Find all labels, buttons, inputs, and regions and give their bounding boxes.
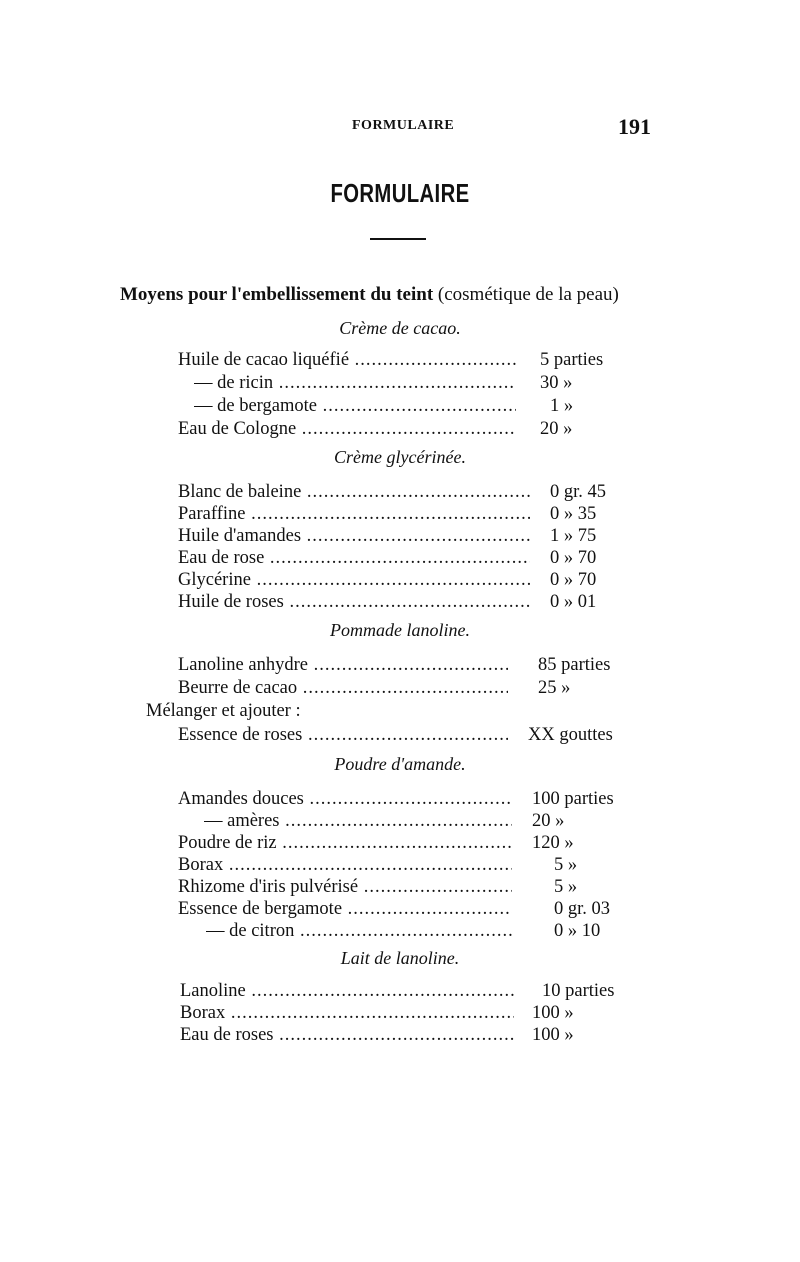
recipe-heading-pommade-lanoline: Pommade lanoline. bbox=[330, 620, 470, 640]
recipe-row bbox=[178, 592, 648, 614]
ingredient-label: Blanc de baleine ..... bbox=[178, 482, 530, 503]
ingredient-label: Glycérine ..... bbox=[178, 570, 530, 591]
ingredient-quantity: 1 » 75 bbox=[550, 526, 597, 546]
recipe-row bbox=[178, 655, 648, 677]
page-number: 191 bbox=[618, 114, 651, 139]
ingredient-quantity: 0 gr. 03 bbox=[554, 899, 611, 919]
ingredient-quantity: 5 » bbox=[554, 855, 578, 875]
ingredient-quantity: 0 » 10 bbox=[554, 921, 601, 941]
ingredient-label: Huile d'amandes ..... bbox=[178, 526, 530, 547]
recipe-row bbox=[180, 981, 648, 1003]
ingredient-label: Borax ..... bbox=[178, 855, 512, 876]
ingredient-quantity: 100 » bbox=[532, 1003, 574, 1023]
recipe-heading-creme-glycerinee: Crème glycérinée. bbox=[334, 447, 466, 467]
recipe-row bbox=[178, 504, 648, 526]
ingredient-quantity: 25 » bbox=[538, 678, 571, 698]
ingredient-quantity: 20 » bbox=[532, 811, 565, 831]
ingredient-label: — de citron ..... bbox=[206, 921, 512, 942]
ingredient-label: Eau de Cologne ..... bbox=[178, 419, 516, 440]
ingredient-quantity: 20 » bbox=[540, 419, 573, 439]
ingredient-label: Rhizome d'iris pulvérisé ..... bbox=[178, 877, 512, 898]
running-head bbox=[0, 114, 800, 138]
ingredient-quantity: 0 » 70 bbox=[550, 548, 597, 568]
ingredient-quantity: 10 parties bbox=[542, 981, 615, 1001]
recipe-row bbox=[178, 877, 648, 899]
main-title: FORMULAIRE bbox=[330, 178, 470, 208]
ingredient-label: Huile de roses ..... bbox=[178, 592, 530, 613]
ingredient-label: Borax ..... bbox=[180, 1003, 514, 1024]
ingredient-quantity: 0 » 35 bbox=[550, 504, 597, 524]
ingredient-label: Lanoline anhydre ..... bbox=[178, 655, 508, 676]
lead-bold: Moyens pour l'embellissement du teint bbox=[120, 284, 434, 305]
recipe-row bbox=[178, 482, 648, 504]
recipe-row bbox=[180, 1025, 648, 1047]
recipe-row bbox=[178, 350, 648, 372]
ingredient-label: — de bergamote ..... bbox=[194, 396, 516, 417]
ingredient-label: Amandes douces ..... bbox=[178, 789, 512, 810]
recipe-row bbox=[206, 921, 648, 943]
section-lead bbox=[120, 284, 619, 306]
ingredient-label: Eau de roses ..... bbox=[180, 1025, 514, 1046]
ingredient-quantity: 0 » 70 bbox=[550, 570, 597, 590]
recipe-heading-creme-cacao: Crème de cacao. bbox=[339, 318, 461, 338]
ingredient-label: Beurre de cacao ..... bbox=[178, 678, 508, 699]
recipe-row bbox=[194, 373, 644, 395]
ingredient-quantity: 0 gr. 45 bbox=[550, 482, 607, 502]
ingredient-quantity: 30 » bbox=[540, 373, 573, 393]
ingredient-quantity: 5 » bbox=[554, 877, 578, 897]
recipe-row bbox=[178, 725, 648, 747]
ingredient-quantity: 120 » bbox=[532, 833, 574, 853]
recipe-heading-lait-lanoline: Lait de lanoline. bbox=[340, 948, 460, 968]
recipe-row bbox=[178, 789, 648, 811]
recipe-heading-poudre-amande: Poudre d'amande. bbox=[334, 754, 466, 774]
ingredient-label: Huile de cacao liquéfié ..... bbox=[178, 350, 516, 371]
ingredient-quantity: 5 parties bbox=[540, 350, 604, 370]
ingredient-label: — amères ..... bbox=[204, 811, 512, 832]
recipe-row bbox=[178, 899, 648, 921]
instruction-text: Mélanger et ajouter : bbox=[146, 701, 301, 721]
recipe-row bbox=[204, 811, 648, 833]
recipe-row bbox=[178, 548, 648, 570]
ingredient-label: Essence de bergamote ..... bbox=[178, 899, 512, 920]
ingredient-label: Paraffine ..... bbox=[178, 504, 530, 525]
ingredient-quantity: 0 » 01 bbox=[550, 592, 597, 612]
ingredient-quantity: 100 » bbox=[532, 1025, 574, 1045]
recipe-row bbox=[180, 1003, 648, 1025]
lead-rest: (cosmétique de la peau) bbox=[433, 284, 619, 305]
ingredient-quantity: 100 parties bbox=[532, 789, 614, 809]
ingredient-label: Eau de rose ..... bbox=[178, 548, 530, 569]
recipe-row bbox=[178, 678, 648, 700]
ingredient-quantity: 1 » bbox=[550, 396, 574, 416]
ingredient-label: Essence de roses ..... bbox=[178, 725, 508, 746]
ingredient-label: Poudre de riz ..... bbox=[178, 833, 512, 854]
ingredient-label: Lanoline ..... bbox=[180, 981, 514, 1002]
title-divider bbox=[370, 238, 426, 240]
ingredient-label: — de ricin ..... bbox=[194, 373, 516, 394]
recipe-row bbox=[178, 833, 648, 855]
recipe-row bbox=[178, 526, 648, 548]
recipe-row bbox=[178, 419, 648, 441]
running-title: FORMULAIRE bbox=[352, 118, 455, 133]
recipe-row bbox=[194, 396, 644, 418]
ingredient-quantity: 85 parties bbox=[538, 655, 611, 675]
recipe-row bbox=[178, 570, 648, 592]
recipe-row bbox=[178, 855, 648, 877]
ingredient-quantity: XX gouttes bbox=[528, 725, 613, 745]
